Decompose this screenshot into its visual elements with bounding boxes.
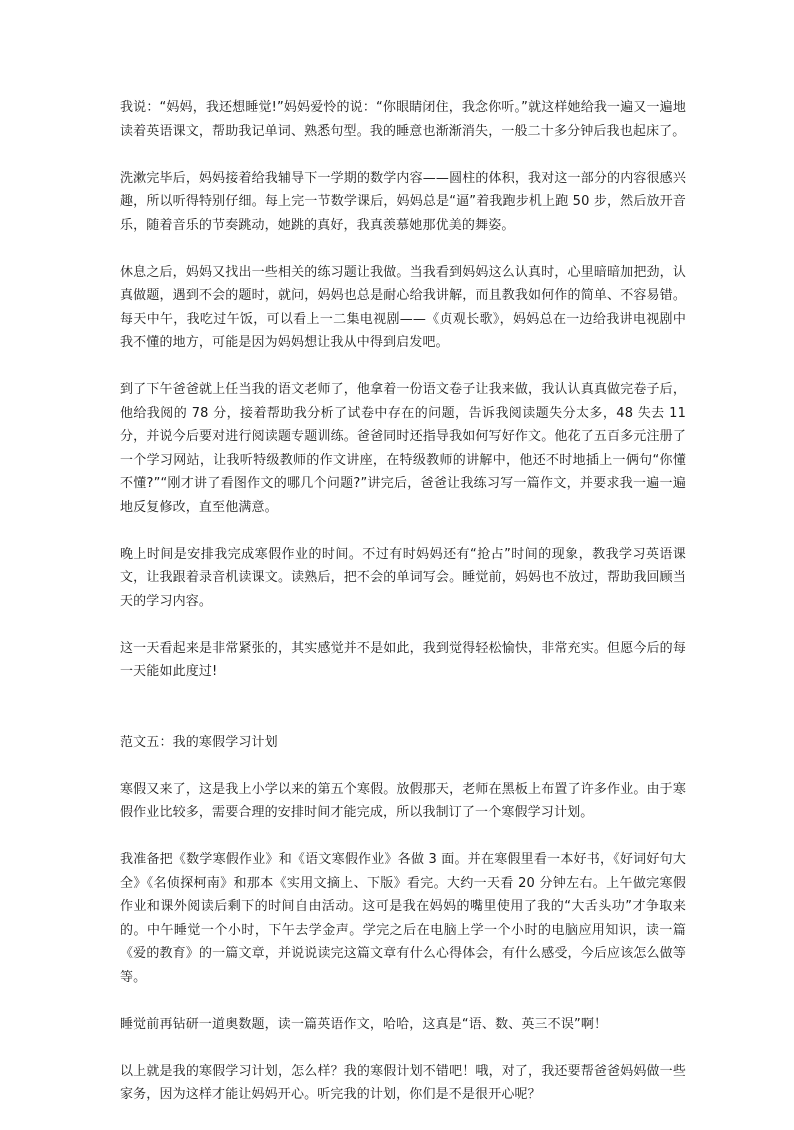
paragraph-bedtime-study: 睡觉前再钻研一道奥数题，读一篇英语作文，哈哈，这真是“语、数、英三不误”啊！ — [120, 1016, 608, 1032]
section-title: 范文五：我的寒假学习计划 — [120, 734, 278, 750]
paragraph-wakeup: 我说：“妈妈，我还想睡觉!”妈妈爱怜的说：“你眼睛闭住，我念你听。”就这样她给我一遍又一遍地读着英语课文，帮助我记单词、熟悉句型。我的睡意也渐渐消失，一般二十多分钟后我也起床了。 — [120, 100, 686, 139]
document-page — [120, 96, 686, 1130]
paragraph-chinese-lesson: 到了下午爸爸就上任当我的语文老师了，他拿着一份语文卷子让我来做，我认认真真做完卷子后，他给我阅的 78 分，接着帮助我分析了试卷中存在的问题，告诉我阅读题失分太多，48 失去 11 分，并说今后要对进行阅读题专题训练。爸爸同时还指导我如何写好作文。他花了五百多元注册了一个学习网站，让我听特级教师的作文讲座，在特级教师的讲解中，他还不时地插上一俩句“你懂不懂?”“刚才讲了看图作文的哪几个问题?”讲完后，爸爸让我练习写一篇作文，并要求我一遍一遍地反复修改，直至他满意。 — [120, 382, 686, 515]
paragraph-practice-exercises: 休息之后，妈妈又找出一些相关的练习题让我做。当我看到妈妈这么认真时，心里暗暗加把劲，认真做题，遇到不会的题时，就问，妈妈也总是耐心给我讲解，而且教我如何作的简单、不容易错。每天中午，我吃过午饭，可以看上一二集电视剧——《贞观长歌》，妈妈总在一边给我讲电视剧中我不懂的地方，可能是因为妈妈想让我从中得到启发吧。 — [120, 264, 686, 350]
paragraph-day-summary: 这一天看起来是非常紧张的，其实感觉并不是如此，我到觉得轻松愉快，非常充实。但愿今后的每一天能如此度过! — [120, 640, 686, 679]
paragraph-math-tutoring: 洗漱完毕后，妈妈接着给我辅导下一学期的数学内容——圆柱的体积，我对这一部分的内容很感兴趣，所以听得特别仔细。每上完一节数学课后，妈妈总是“逼”着我跑步机上跑 50 步，然后放开音乐，随着音乐的节奏跳动，她跳的真好，我真羡慕她那优美的舞姿。 — [120, 170, 686, 233]
paragraph-winter-break-intro: 寒假又来了，这是我上小学以来的第五个寒假。放假那天，老师在黑板上布置了许多作业。由于寒假作业比较多，需要合理的安排时间才能完成，所以我制订了一个寒假学习计划。 — [120, 781, 686, 820]
paragraph-plan-conclusion: 以上就是我的寒假学习计划，怎么样？我的寒假计划不错吧！哦，对了，我还要帮爸爸妈妈做一些家务，因为这样才能让妈妈开心。听完我的计划，你们是不是很开心呢？ — [120, 1063, 686, 1102]
paragraph-study-plan-details: 我准备把《数学寒假作业》和《语文寒假作业》各做 3 面。并在寒假里看一本好书，《好词好句大全》《名侦探柯南》和那本《实用文摘上、下版》看完。大约一天看 20 分钟左右。上午做完寒假作业和课外阅读后剩下的时间自由活动。这可是我在妈妈的嘴里使用了我的“大舌头功”才争取来的。中午睡觉一个小时，下午去学金声。学完之后在电脑上学一个小时的电脑应用知识，读一篇《爱的教育》的一篇文章，并说说读完这篇文章有什么心得体会，有什么感受，今后应该怎么做等等。 — [120, 852, 686, 985]
paragraph-evening-homework: 晚上时间是安排我完成寒假作业的时间。不过有时妈妈还有“抢占”时间的现象，教我学习英语课文，让我跟着录音机读课文。读熟后，把不会的单词写会。睡觉前，妈妈也不放过，帮助我回顾当天的学习内容。 — [120, 546, 686, 609]
